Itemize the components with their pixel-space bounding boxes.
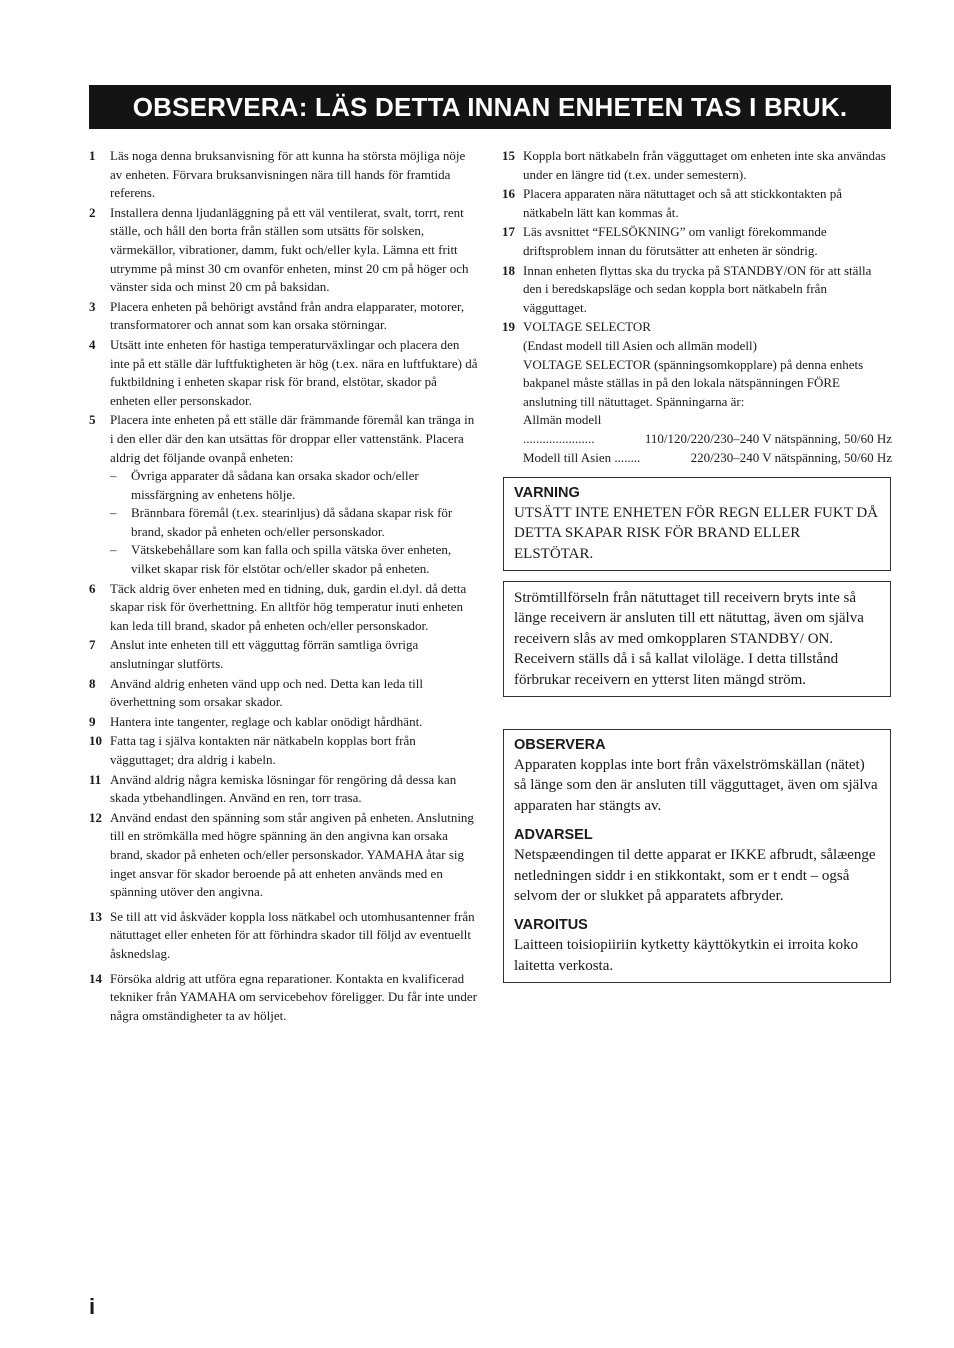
list-item bbox=[89, 580, 479, 636]
list-item bbox=[89, 970, 479, 1026]
general-model-value: 110/120/220/230–240 V nätspänning, 50/60 Hz bbox=[644, 430, 892, 446]
item-number: 6 bbox=[89, 580, 96, 596]
list-item bbox=[89, 908, 479, 964]
item-number: 10 bbox=[89, 733, 102, 749]
warning-box bbox=[503, 477, 891, 571]
item-text: Använd endast den spänning som står angiven på enheten. Anslutning till en strömkälla med högre spänning än den angivna kan orsaka brand, skador på enheten och/eller personskador. YAMAHA åtar sig inget ansvar för skador beroende på att enheten används med en spänning utöver den angivna. bbox=[110, 809, 474, 900]
item-text: Försöka aldrig att utföra egna reparationer. Kontakta en kvalificerad tekniker från YAMAHA om servicebehov föreligger. Du får inte under några omständigheter ta av höljet. bbox=[110, 970, 478, 1023]
item-number: 12 bbox=[89, 809, 102, 825]
item-text: Täck aldrig över enheten med en tidning, duk, gardin el.dyl. då detta skapar risk för överhettning. En alltför hög temperatur inuti enheten kan leda till brand, skador på enheten och/eller personskador. bbox=[110, 580, 467, 633]
list-item bbox=[89, 713, 479, 732]
item-text: Placera enheten på behörigt avstånd från andra elapparater, motorer, transformatorer och annat som kan orsaka störningar. bbox=[110, 298, 465, 333]
notice-text-varoitus: Laitteen toisiopiiriin kytketty käyttökytkin ei irroita koko laitetta verkosta. bbox=[514, 937, 859, 974]
sub-item bbox=[110, 541, 479, 578]
page-title: OBSERVERA: LÄS DETTA INNAN ENHETEN TAS I BRUK. bbox=[89, 85, 891, 129]
voltage-text: VOLTAGE SELECTOR (spänningsomkopplare) på denna enhets bakpanel måste ställas in på den lokala nätspänningen FÖRE anslutning till nätuttaget. Spänningarna är: bbox=[523, 356, 864, 409]
item-number: 17 bbox=[502, 224, 515, 240]
asia-model-row bbox=[523, 449, 892, 468]
voltage-subtitle: (Endast modell till Asien och allmän modell) bbox=[523, 337, 757, 353]
item-number: 5 bbox=[89, 412, 96, 428]
item-number: 15 bbox=[502, 148, 515, 163]
list-item bbox=[89, 204, 479, 297]
item-number: 19 bbox=[502, 319, 515, 335]
item-text: Installera denna ljudanläggning på ett väl ventilerat, svalt, torrt, rent ställe, och håll den borta från ställen som utsätts för solsken, värmekällor, vibrationer, damm, fukt och/eller kyla. Lämna ett fritt utrymme på minst 30 cm ovanför enheten, minst 20 cm på höger och vänster sida och minst 20 cm på baksidan. bbox=[110, 204, 469, 295]
list-item bbox=[89, 411, 479, 578]
item-text: Innan enheten flyttas ska du trycka på STANDBY/ON för att ställa den i beredskapsläge och sedan koppla bort nätkabeln från vägguttaget. bbox=[523, 262, 872, 315]
item-text: Använd aldrig enheten vänd upp och ned. Detta kan leda till överhettning som orsakar skador. bbox=[110, 675, 423, 710]
list-item bbox=[502, 147, 892, 184]
item-text: Koppla bort nätkabeln från vägguttaget om enheten inte ska användas under en längre tid (t.ex. under semestern). bbox=[523, 148, 886, 182]
sub-item-text: Vätskebehållare som kan falla och spilla vätska över enheten, vilket skapar risk för elstötar och/eller skador på enheten. bbox=[131, 542, 452, 577]
item-number: 4 bbox=[89, 336, 96, 352]
item-number: 18 bbox=[502, 262, 515, 278]
item-number: 11 bbox=[89, 771, 102, 787]
item-text: Placera apparaten nära nätuttaget och så att stickkontakten på nätkabeln lätt kan kommas åt. bbox=[523, 186, 843, 220]
list-item bbox=[89, 771, 479, 808]
item-text: Fatta tag i själva kontakten när nätkabeln kopplas bort från vägguttaget; dra aldrig i kabeln. bbox=[110, 733, 416, 767]
general-model-label: Allmän modell bbox=[523, 412, 602, 428]
list-item bbox=[89, 147, 479, 203]
warning-text: UTSÄTT INTE ENHETEN FÖR REGN ELLER FUKT DÅ DETTA SKAPAR RISK FÖR BRAND ELLER ELSTÖTAR. bbox=[514, 505, 879, 562]
list-item bbox=[89, 675, 479, 712]
item-number: 3 bbox=[89, 298, 96, 314]
voltage-title: VOLTAGE SELECTOR bbox=[523, 319, 651, 335]
notice-heading-advarsel: ADVARSEL bbox=[514, 827, 593, 844]
sub-item-text: Brännbara föremål (t.ex. stearinljus) då sådana skapar risk för brand, skador på enheten och/eller personskador. bbox=[131, 505, 453, 539]
item-number: 7 bbox=[89, 637, 96, 653]
list-item bbox=[502, 223, 892, 260]
item-number: 1 bbox=[89, 148, 96, 163]
item-text: Hantera inte tangenter, reglage och kablar onödigt hårdhänt. bbox=[110, 713, 423, 729]
item-text: Använd aldrig några kemiska lösningar för rengöring då dessa kan skada ytbehandlingen. Använd en ren, torr trasa. bbox=[110, 771, 457, 806]
item-number: 14 bbox=[89, 970, 102, 986]
left-column bbox=[89, 147, 479, 1026]
item-number: 2 bbox=[89, 204, 96, 220]
sub-item bbox=[110, 467, 479, 504]
voltage-selector-item bbox=[502, 318, 892, 467]
item-text: Placera inte enheten på ett ställe där främmande föremål kan tränga in i den eller där den kan utsättas för droppar eller vattenstänk. Placera aldrig det följande ovanpå enheten: bbox=[110, 412, 475, 465]
general-model-row bbox=[523, 430, 892, 449]
power-note-text: Strömtillförseln från nätuttaget till receivern bryts inte så länge receivern är ansluten till ett nätuttag, även om själva receivern slås av med omkopplaren STANDBY/ ON. Receivern ställs då i så kallat viloläge. I detta tillstånd förbrukar receivern en ytterst liten mängd ström. bbox=[514, 590, 864, 688]
list-item bbox=[89, 732, 479, 769]
page-number: i bbox=[89, 1294, 96, 1319]
item-number: 8 bbox=[89, 675, 96, 691]
list-item bbox=[89, 636, 479, 673]
dash-bullet: – bbox=[110, 468, 117, 484]
notice-text-advarsel: Netspæendingen til dette apparat er IKKE afbrudt, sålæenge netledningen siddr i en stikkontakt, som er t endt – også selvom der or slukket på apparatets afbryder. bbox=[514, 847, 876, 905]
asia-model-value: 220/230–240 V nätspänning, 50/60 Hz bbox=[690, 449, 892, 465]
item-number: 16 bbox=[502, 186, 515, 202]
notice-text-observera: Apparaten kopplas inte bort från växelströmskällan (nätet) så länge som den är ansluten till vägguttaget, även om själva apparaten har stängts av. bbox=[514, 757, 878, 814]
dash-bullet: – bbox=[110, 542, 117, 558]
asia-model-label: Modell till Asien ........ bbox=[523, 449, 641, 465]
notice-gap bbox=[514, 906, 880, 916]
item-text: Se till att vid åskväder koppla loss nätkabel och utomhusantenner från nätuttaget eller enheten för att förhindra skador till följd av eventuellt åsknedslag. bbox=[110, 908, 475, 961]
item-text: Utsätt inte enheten för hastiga temperaturväxlingar och placera den inte på ett ställe där luftfuktigheten är hög (t.ex. nära en luftfuktare) då fuktbildning i enheten skapar risk för brand, elstötar, skador på enheten eller personskador. bbox=[110, 336, 478, 408]
item-text: Läs noga denna bruksanvisning för att kunna ha största möjliga nöje av enheten. Förvara bruksanvisningen nära till hands för framtida referens. bbox=[110, 148, 466, 201]
item-number: 13 bbox=[89, 908, 102, 924]
right-column bbox=[502, 147, 892, 468]
item-number: 9 bbox=[89, 713, 96, 729]
general-model-dots: ...................... bbox=[523, 430, 595, 446]
notice-heading-observera: OBSERVERA bbox=[514, 737, 606, 753]
list-item bbox=[89, 809, 479, 902]
list-item bbox=[89, 336, 479, 410]
sub-item-text: Övriga apparater då sådana kan orsaka skador och/eller missfärgning av enhetens hölje. bbox=[131, 468, 419, 502]
dash-bullet: – bbox=[110, 505, 117, 521]
list-item bbox=[502, 185, 892, 222]
sub-item bbox=[110, 504, 479, 541]
warning-heading: VARNING bbox=[514, 485, 580, 501]
power-note-box bbox=[503, 581, 891, 697]
item-text: Läs avsnittet “FELSÖKNING” om vanligt förekommande driftsproblem innan du förutsätter att enheten är söndrig. bbox=[523, 224, 827, 258]
notice-heading-varoitus: VAROITUS bbox=[514, 917, 588, 934]
notice-gap bbox=[514, 816, 880, 826]
item-text: Anslut inte enheten till ett vägguttag förrän samtliga övriga anslutningar slutförts. bbox=[110, 637, 419, 672]
notices-box bbox=[503, 729, 891, 983]
list-item bbox=[89, 298, 479, 335]
list-item bbox=[502, 262, 892, 318]
